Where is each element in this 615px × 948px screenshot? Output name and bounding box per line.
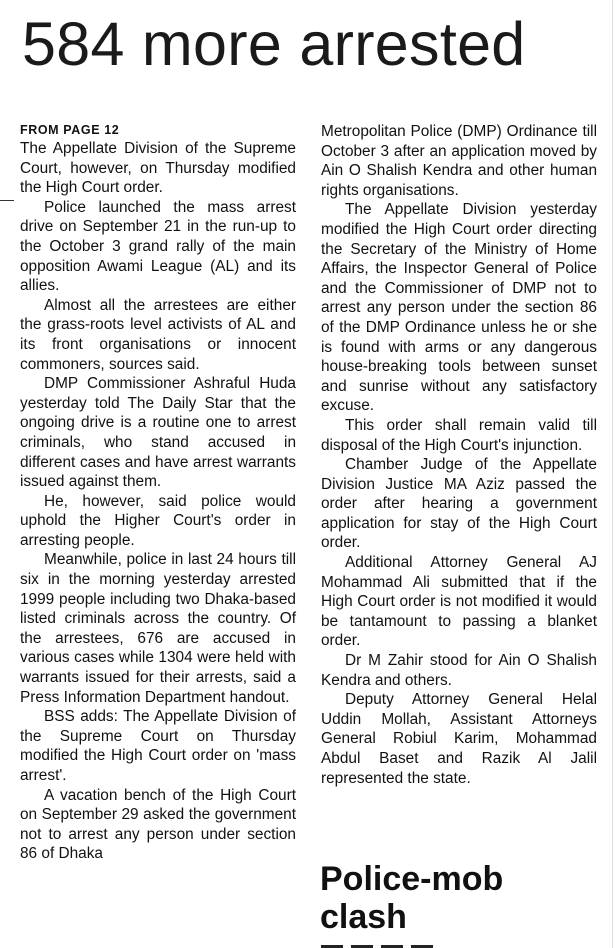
paragraph: DMP Commissioner Ashraful Huda yesterday told The Daily Star that the ongoing drive is a routine one to arrest criminals, who stand accused in different cases and have arrest warrants issued against them. xyxy=(20,375,296,491)
paragraph: BSS adds: The Appellate Division of the Supreme Court on Thursday modified the High Court order on 'mass arrest'. xyxy=(20,708,296,784)
paragraph: He, however, said police would uphold the Higher Court's order in arresting people. xyxy=(20,492,296,549)
paragraph-lead xyxy=(20,122,296,198)
paragraph: The Appellate Division yesterday modified the High Court order directing the Secretary of the Ministry of Home Affairs, the Inspector General of Police and the Commissioner of DMP not to arrest any person under the section 86 of the DMP Ordinance unless he or she is found with arms or any dangerous house-breaking tools between sunset and sunrise without any satisfactory excuse. xyxy=(321,201,597,415)
paragraph: Additional Attorney General AJ Mohammad Ali submitted that if the High Court order is not modified it would be tantamount to passing a blanket order. xyxy=(321,554,597,650)
column-marker xyxy=(0,200,14,201)
paragraph: Meanwhile, police in last 24 hours till six in the morning yesterday arrested 1999 people including two Dhaka-based listed criminals across the country. Of the arrestees, 676 are accused in various cases while 1304 were held with warrants issued for their arrests, said a Press Information Department handout. xyxy=(20,551,296,706)
paragraph: Deputy Attorney General Helal Uddin Mollah, Assistant Attorneys General Robiul Karim, Mohammad Abdul Baset and Razik Al Jalil represented the state. xyxy=(321,691,597,787)
paragraph: Police launched the mass arrest drive on September 21 in the run-up to the October 3 grand rally of the main opposition Awami League (AL) and its allies. xyxy=(20,198,296,295)
page-edge xyxy=(612,0,613,948)
paragraph-continuation: Metropolitan Police (DMP) Ordinance till October 3 after an application moved by Ain O Shalish Kendra and other human rights organisations. xyxy=(321,123,597,199)
paragraph-text: The Appellate Division of the Supreme Court, however, on Thursday modified the High Court order. xyxy=(20,140,296,197)
continued-from-label: FROM PAGE 12 xyxy=(20,123,120,137)
secondary-headline: Police-mob clash xyxy=(320,860,504,936)
cut-off-text xyxy=(321,940,471,948)
left-column xyxy=(20,122,296,864)
right-column xyxy=(321,122,597,788)
article-headline: 584 more arrested xyxy=(22,10,526,78)
paragraph: Chamber Judge of the Appellate Division Justice MA Aziz passed the order after hearing a government application for stay of the High Court order. xyxy=(321,456,597,552)
paragraph: This order shall remain valid till disposal of the High Court's injunction. xyxy=(321,416,597,454)
paragraph: Dr M Zahir stood for Ain O Shalish Kendra and others. xyxy=(321,652,597,689)
paragraph: Almost all the arrestees are either the grass-roots level activists of AL and its front organisations or innocent commoners, sources said. xyxy=(20,296,296,373)
paragraph: A vacation bench of the High Court on September 29 asked the government not to arrest any person under section 86 of Dhaka xyxy=(20,786,296,863)
